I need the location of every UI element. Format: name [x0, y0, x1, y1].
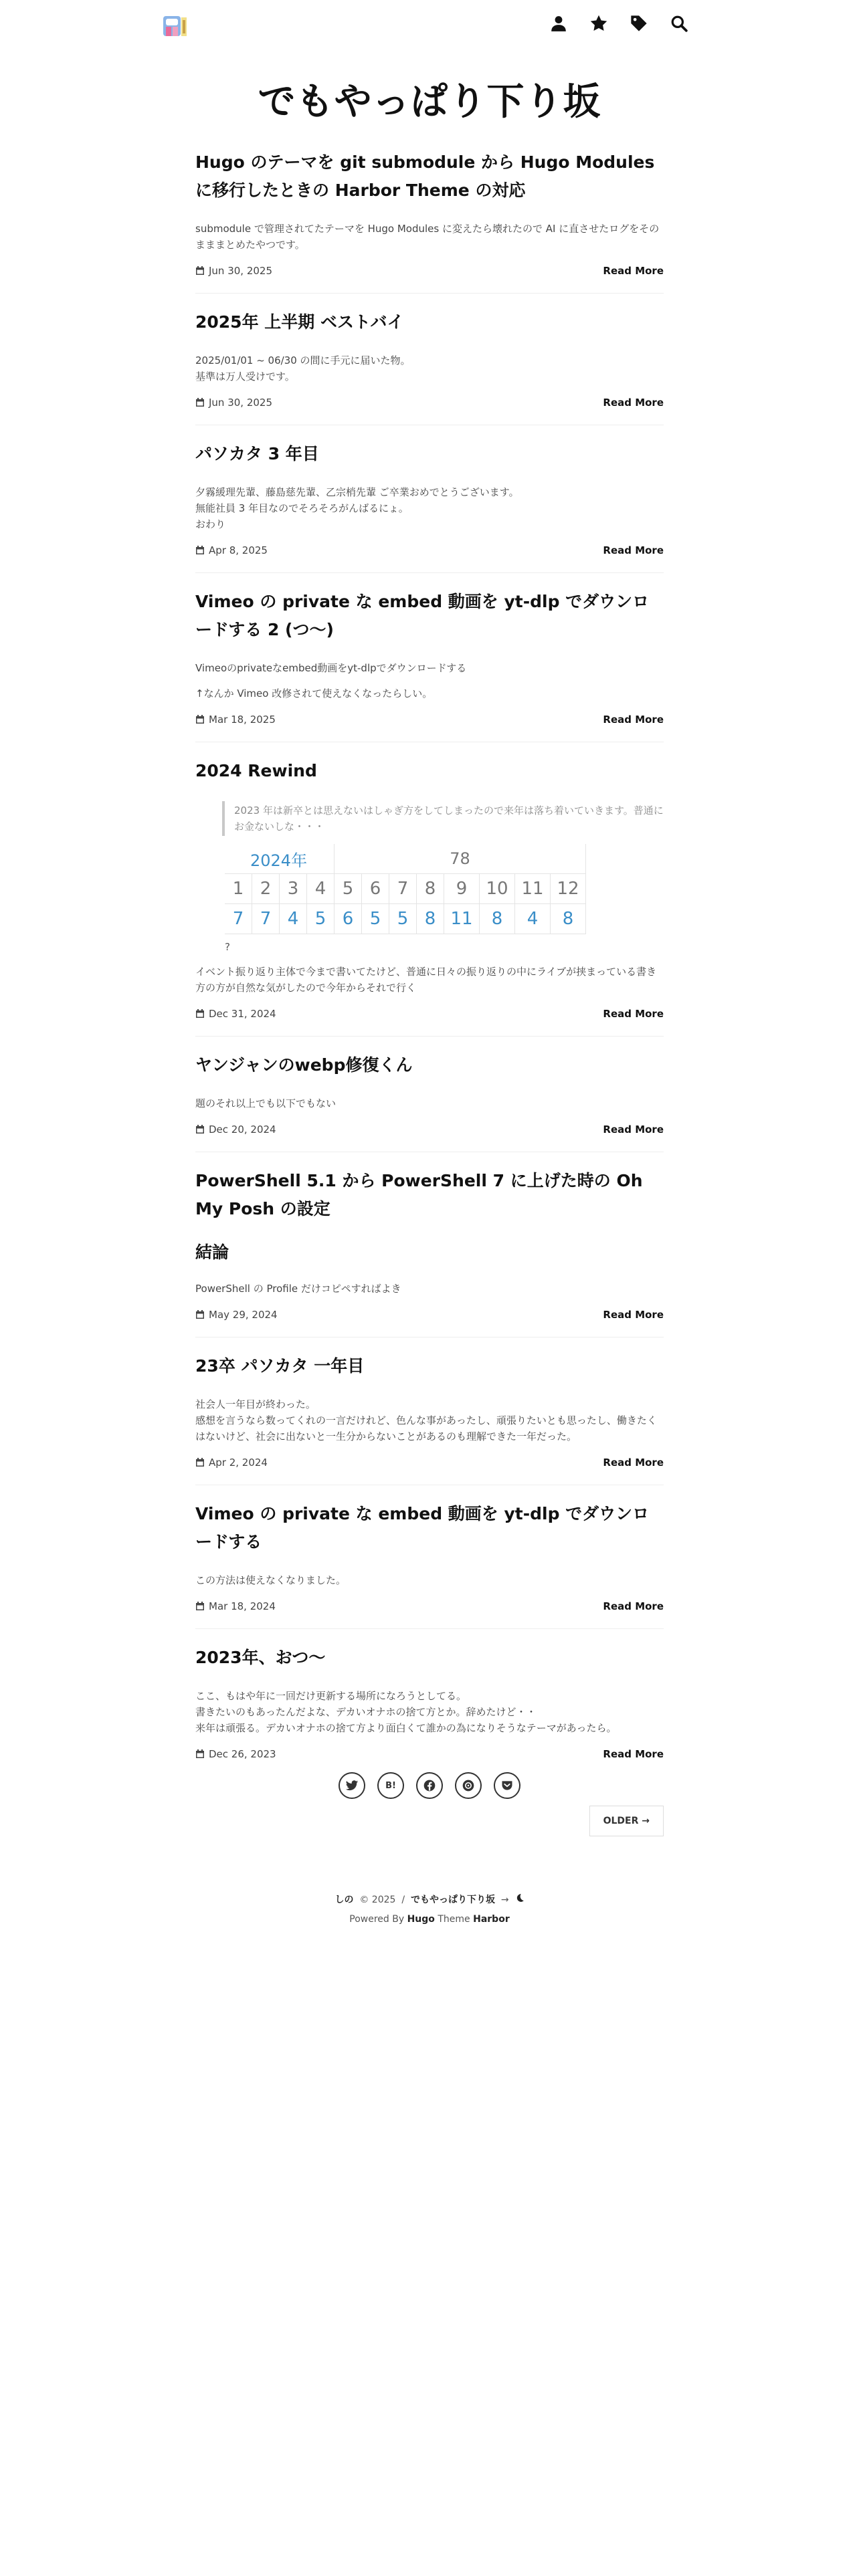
post-summary	[195, 1396, 664, 1444]
theme-word: Theme	[438, 1914, 470, 1925]
post-title[interactable]: 23卒 パソカタ 一年目	[195, 1356, 365, 1376]
post-card	[195, 1152, 664, 1337]
footer-copyright-row	[0, 1893, 859, 1906]
date-text: Jun 30, 2025	[209, 397, 273, 409]
summary-text: この方法は使えなくなりました。	[195, 1574, 347, 1586]
top-navbar	[0, 0, 859, 53]
post-card	[195, 134, 664, 294]
count-cell: 5	[389, 904, 417, 934]
read-more-link[interactable]: Read More	[603, 544, 664, 556]
hatena-bookmark-icon[interactable]: B!	[377, 1772, 404, 1799]
post-title[interactable]: パソカタ 3 年目	[195, 444, 319, 463]
read-more-link[interactable]: Read More	[603, 1748, 664, 1760]
pagination	[195, 1806, 664, 1836]
post-title[interactable]: Vimeo の private な embed 動画を yt-dlp でダウンロードする 2 (つ〜)	[195, 592, 650, 639]
count-cell: 7	[225, 904, 252, 934]
post-date	[195, 265, 272, 277]
read-more-link[interactable]: Read More	[603, 1457, 664, 1469]
summary-text	[195, 1688, 664, 1736]
post-date	[195, 1123, 276, 1136]
harbor-theme-link[interactable]: Harbor	[473, 1914, 510, 1925]
date-text: Mar 18, 2025	[209, 714, 276, 726]
date-text: Dec 31, 2024	[209, 1008, 276, 1020]
tag-icon[interactable]	[628, 12, 650, 35]
summary-text: イベント振り返り主体で今まで書いてたけど、普通に日々の振り返りの中にライブが挟まっている書き方の方が自然な気がしたので今年からそれで行く	[195, 966, 657, 994]
post-title[interactable]: PowerShell 5.1 から PowerShell 7 に上げた時の Oh My Posh の設定	[195, 1171, 643, 1218]
count-cell: 11	[444, 904, 480, 934]
post-date	[195, 1309, 278, 1321]
post-date	[195, 544, 268, 556]
post-summary	[195, 1281, 664, 1297]
post-title[interactable]: Hugo のテーマを git submodule から Hugo Modules に移行したときの Harbor Theme の対応	[195, 152, 655, 200]
calendar-icon	[195, 1602, 205, 1611]
month-cell: 3	[280, 874, 307, 904]
month-cell: 2	[252, 874, 280, 904]
read-more-link[interactable]: Read More	[603, 714, 664, 726]
post-summary	[195, 964, 664, 996]
month-cell: 9	[444, 874, 480, 904]
footer-powered-row	[0, 1914, 859, 1925]
user-icon[interactable]	[547, 12, 570, 35]
summary-line: 来年は頑張る。デカいオナホの捨て方より面白くて誰かの為になりそうなテーマがあったら。	[195, 1722, 617, 1734]
count-cell: 5	[307, 904, 335, 934]
count-cell: 8	[417, 904, 444, 934]
post-date	[195, 397, 272, 409]
count-cell: 8	[551, 904, 586, 934]
post-meta	[195, 265, 664, 277]
month-cell: 10	[480, 874, 515, 904]
footer-author[interactable]: しの	[335, 1895, 354, 1905]
post-title[interactable]: ヤンジャンのwebp修復くん	[195, 1055, 413, 1075]
count-cell: 5	[362, 904, 389, 934]
post-card	[195, 1037, 664, 1152]
count-cell: 6	[335, 904, 362, 934]
post-meta	[195, 714, 664, 726]
twitter-icon[interactable]	[339, 1772, 365, 1799]
calendar-icon	[195, 546, 205, 555]
month-cell: 11	[515, 874, 551, 904]
calendar-icon	[195, 398, 205, 407]
post-meta	[195, 1600, 664, 1612]
read-more-link[interactable]: Read More	[603, 1123, 664, 1136]
summary-text	[195, 484, 664, 532]
post-date	[195, 1008, 276, 1020]
post-title[interactable]: 2025年 上半期 ベストバイ	[195, 312, 404, 332]
post-summary	[195, 1572, 664, 1588]
post-title[interactable]: 2023年、おつ〜	[195, 1648, 326, 1667]
count-cell: 4	[515, 904, 551, 934]
older-posts-button[interactable]: OLDER →	[589, 1806, 664, 1836]
header-icons	[547, 12, 690, 35]
summary-text: 題のそれ以上でも以下でもない	[195, 1097, 337, 1109]
search-icon[interactable]	[668, 12, 690, 35]
date-text: Mar 18, 2024	[209, 1600, 276, 1612]
post-card	[195, 294, 664, 425]
summary-text	[195, 352, 664, 385]
post-subheading: 結論	[195, 1243, 229, 1262]
post-meta	[195, 1309, 664, 1321]
post-card	[195, 425, 664, 573]
post-meta	[195, 1748, 664, 1760]
post-card	[195, 573, 664, 742]
month-cell: 6	[362, 874, 389, 904]
post-meta	[195, 1457, 664, 1469]
month-cell: 8	[417, 874, 444, 904]
post-card	[195, 742, 664, 1037]
rewind-calendar-table	[225, 844, 586, 934]
calendar-total: 78	[335, 844, 586, 874]
footer-separator: /	[401, 1895, 405, 1905]
star-icon[interactable]	[587, 12, 610, 35]
summary-line: ここ、もはや年に一回だけ更新する場所になろうとしてる。	[195, 1690, 467, 1702]
site-footer	[0, 1893, 859, 1933]
summary-text	[195, 1396, 664, 1444]
summary-line: 2025/01/01 ~ 06/30 の間に手元に届いた物。	[195, 354, 411, 366]
post-card	[195, 1337, 664, 1485]
summary-text: submodule で管理されてたテーマを Hugo Modules に変えたら壊れたので AI に直させたログをそのまままとめたやつです。	[195, 223, 660, 251]
month-cell: 1	[225, 874, 252, 904]
summary-line: 無能社員 3 年目なのでそろそろがんばるにょ。	[195, 502, 409, 514]
calendar-icon	[195, 1125, 205, 1134]
post-card	[195, 1485, 664, 1629]
calendar-icon	[195, 1310, 205, 1319]
summary-line: 感想を言うなら数ってくれの一言だけれど、色んな事があったし、頑張りたいとも思ったし、働きたくはないけど、社会に出ないと一生分からないことがあるのも理解できた一年だった。	[195, 1414, 657, 1442]
month-cell: 12	[551, 874, 586, 904]
share-buttons	[0, 1772, 859, 1799]
date-text: Apr 2, 2024	[209, 1457, 268, 1469]
calendar-icon	[195, 1458, 205, 1467]
pocket-app-icon[interactable]	[455, 1772, 482, 1799]
post-quote: 2023 年は新卒とは思えないはしゃぎ方をしてしまったので来年は落ち着いていきます。普通にお金ないしな・・・	[222, 801, 664, 836]
footer-arrow: →	[500, 1895, 509, 1905]
calendar-icon	[195, 1009, 205, 1018]
post-summary	[195, 660, 664, 702]
date-text: Apr 8, 2025	[209, 544, 268, 556]
summary-line: おわり	[195, 518, 226, 530]
summary-line: 書きたいのもあったんだよな、デカいオナホの捨て方とか。辞めたけど・・	[195, 1706, 537, 1718]
site-title[interactable]: でもやっぱり下り坂	[258, 80, 601, 124]
summary-text: ↑なんか Vimeo 改修されて使えなくなったらしい。	[195, 687, 433, 700]
count-cell: 8	[480, 904, 515, 934]
date-text: May 29, 2024	[209, 1309, 278, 1321]
calendar-year-label: 2024年	[225, 844, 335, 874]
post-summary	[195, 352, 664, 385]
count-cell: 7	[252, 904, 280, 934]
calendar-icon	[195, 715, 205, 724]
post-meta	[195, 1123, 664, 1136]
pocket-icon[interactable]	[494, 1772, 520, 1799]
summary-text: PowerShell の Profile だけコピペすればよき	[195, 1283, 401, 1295]
count-cell: 4	[280, 904, 307, 934]
post-summary	[195, 1688, 664, 1736]
powered-by-text: Powered By	[349, 1914, 405, 1925]
date-text: Dec 26, 2023	[209, 1748, 276, 1760]
post-date	[195, 1600, 276, 1612]
read-more-link[interactable]: Read More	[603, 1309, 664, 1321]
post-list	[195, 134, 664, 1836]
site-logo[interactable]	[161, 12, 190, 41]
read-more-link[interactable]: Read More	[603, 397, 664, 409]
month-cell: 5	[335, 874, 362, 904]
summary-line: 基準は万人受けです。	[195, 370, 295, 383]
calendar-icon	[195, 1749, 205, 1759]
post-meta	[195, 1008, 664, 1020]
facebook-icon[interactable]	[416, 1772, 443, 1799]
calendar-icon	[195, 266, 205, 276]
post-date	[195, 714, 276, 726]
post-title[interactable]: 2024 Rewind	[195, 761, 317, 780]
post-meta	[195, 397, 664, 409]
read-more-link[interactable]: Read More	[603, 1008, 664, 1020]
summary-link[interactable]: Vimeoのprivateなembed動画をyt-dlpでダウンロードする	[195, 662, 467, 674]
summary-line: 夕霧緩理先輩、藤島慈先輩、乙宗梢先輩 ご卒業おめでとうございます。	[195, 486, 519, 498]
post-title[interactable]: Vimeo の private な embed 動画を yt-dlp でダウンロードする	[195, 1504, 650, 1551]
month-cell: 4	[307, 874, 335, 904]
post-date	[195, 1748, 276, 1760]
image-caption: ?	[225, 941, 230, 953]
post-summary	[195, 484, 664, 532]
moon-icon[interactable]	[515, 1895, 524, 1905]
footer-copyright: © 2025	[359, 1895, 396, 1905]
post-summary	[195, 1095, 664, 1111]
summary-line: 社会人一年目が終わった。	[195, 1398, 316, 1410]
footer-site-link[interactable]: でもやっぱり下り坂	[410, 1895, 495, 1905]
hugo-link[interactable]: Hugo	[407, 1914, 435, 1925]
post-card	[195, 1629, 664, 1776]
post-summary	[195, 221, 664, 253]
post-date	[195, 1457, 268, 1469]
date-text: Jun 30, 2025	[209, 265, 273, 277]
read-more-link[interactable]: Read More	[603, 1600, 664, 1612]
post-meta	[195, 544, 664, 556]
read-more-link[interactable]: Read More	[603, 265, 664, 277]
date-text: Dec 20, 2024	[209, 1123, 276, 1136]
month-cell: 7	[389, 874, 417, 904]
